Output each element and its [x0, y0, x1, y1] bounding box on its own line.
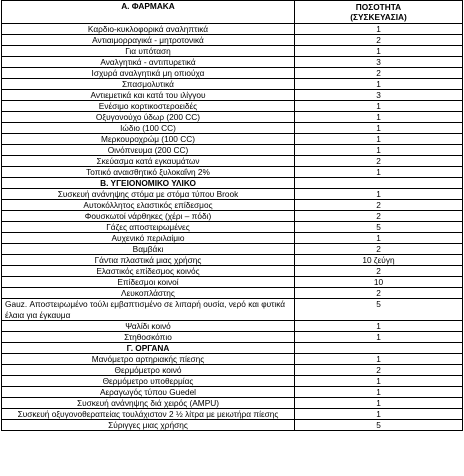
table-row [2, 387, 463, 398]
table-row [2, 101, 463, 112]
item-name: Ενέσιμο κορτικοστεροειδές [2, 101, 295, 112]
item-name: Για υπόταση [2, 46, 295, 57]
table-row [2, 222, 463, 233]
table-row [2, 112, 463, 123]
item-quantity: 1 [295, 79, 463, 90]
item-name: Αναλγητικά - αντιπυρετικά [2, 57, 295, 68]
item-name: Ψαλίδι κοινό [2, 321, 295, 332]
inventory-table [1, 0, 463, 431]
item-name: Οξυγονούχο ύδωρ (200 CC) [2, 112, 295, 123]
table-row [2, 332, 463, 343]
section-header-row [2, 178, 463, 189]
item-quantity: 1 [295, 387, 463, 398]
item-quantity: 1 [295, 189, 463, 200]
table-row [2, 189, 463, 200]
header-quantity-line1: ΠΟΣΟΤΗΤΑ [355, 2, 402, 12]
item-name: Gauz. Αποστειρωμένο τούλι εμβαπτισμένο σε λιπαρή ουσία, νερό και φυτικά έλαια για έγκαυμα [2, 299, 295, 321]
item-quantity: 1 [295, 112, 463, 123]
item-quantity: 2 [295, 266, 463, 277]
section-header-row [2, 343, 463, 354]
item-quantity: 1 [295, 145, 463, 156]
item-name: Αεραγωγός τύπου Guedel [2, 387, 295, 398]
item-quantity: 3 [295, 57, 463, 68]
table-row [2, 24, 463, 35]
table-row [2, 167, 463, 178]
item-quantity: 2 [295, 200, 463, 211]
item-name: Αυτοκόλλητος ελαστικός επίδεσμος [2, 200, 295, 211]
item-name: Αντιεμετικά και κατά του ιλίγγου [2, 90, 295, 101]
item-quantity: 1 [295, 46, 463, 57]
table-row [2, 420, 463, 431]
table-row [2, 266, 463, 277]
table-row [2, 376, 463, 387]
item-name: Γάντια πλαστικά μιας χρήσης [2, 255, 295, 266]
item-name: Γάζες αποστειρωμένες [2, 222, 295, 233]
table-row [2, 200, 463, 211]
item-quantity: 1 [295, 398, 463, 409]
section-quantity-empty [295, 343, 463, 354]
table-row [2, 255, 463, 266]
item-quantity: 1 [295, 376, 463, 387]
item-quantity: 5 [295, 420, 463, 431]
item-quantity: 2 [295, 68, 463, 79]
table-row [2, 233, 463, 244]
item-quantity: 2 [295, 211, 463, 222]
item-quantity: 1 [295, 332, 463, 343]
item-quantity: 1 [295, 321, 463, 332]
table-row [2, 145, 463, 156]
table-row [2, 277, 463, 288]
item-name: Σύριγγες μιας χρήσης [2, 420, 295, 431]
item-name: Λευκοπλάστης [2, 288, 295, 299]
item-name: Οινόπνευμα (200 CC) [2, 145, 295, 156]
table-row [2, 398, 463, 409]
table-row [2, 46, 463, 57]
item-name: Σκεύασμα κατά εγκαυμάτων [2, 156, 295, 167]
item-name: Ελαστικός επίδεσμος κοινός [2, 266, 295, 277]
header-medicines: Α. ΦΑΡΜΑΚΑ [2, 1, 295, 24]
table-row [2, 123, 463, 134]
item-quantity: 10 ζεύγη [295, 255, 463, 266]
table-body [2, 1, 463, 431]
table-row [2, 57, 463, 68]
table-row [2, 90, 463, 101]
item-name: Συσκευή ανάνηψης στόμα με στόμα τύπου Brook [2, 189, 295, 200]
table-row [2, 35, 463, 46]
header-quantity-line2: (ΣΥΣΚΕΥΑΣΙΑ) [350, 12, 407, 22]
item-name: Βαμβάκι [2, 244, 295, 255]
item-quantity: 2 [295, 35, 463, 46]
item-name: Θερμόμετρο υποθερμίας [2, 376, 295, 387]
item-quantity: 2 [295, 288, 463, 299]
item-name: Αυχενικό περιλαίμιο [2, 233, 295, 244]
item-quantity: 1 [295, 24, 463, 35]
table-row [2, 244, 463, 255]
item-name: Μανόμετρο αρτηριακής πίεσης [2, 354, 295, 365]
item-quantity: 2 [295, 156, 463, 167]
section-title: Γ. ΟΡΓΑΝΑ [2, 343, 295, 354]
table-row [2, 365, 463, 376]
table-row [2, 79, 463, 90]
item-quantity: 1 [295, 354, 463, 365]
item-quantity: 3 [295, 90, 463, 101]
item-name: Στηθοσκόπιο [2, 332, 295, 343]
table-row [2, 409, 463, 420]
table-row [2, 211, 463, 222]
item-name: Φουσκωτοί νάρθηκες (χέρι – πόδι) [2, 211, 295, 222]
item-quantity: 5 [295, 299, 463, 321]
item-name: Ισχυρά αναλγητικά μη οπιούχα [2, 68, 295, 79]
item-name: Σπασμολυτικά [2, 79, 295, 90]
table-row [2, 299, 463, 321]
item-name: Καρδιο-κυκλοφορικά αναληπτικά [2, 24, 295, 35]
header-row [2, 1, 463, 24]
table-row [2, 68, 463, 79]
table-row [2, 354, 463, 365]
item-name: Αντιαιμορραγικά - μητροτονικά [2, 35, 295, 46]
item-quantity: 10 [295, 277, 463, 288]
item-quantity: 1 [295, 134, 463, 145]
item-name: Ιώδιο (100 CC) [2, 123, 295, 134]
item-name: Συσκευή οξυγονοθεραπείας τουλάχιστον 2 ½ λίτρα με μειωτήρα πίεσης [2, 409, 295, 420]
item-quantity: 1 [295, 167, 463, 178]
item-quantity: 1 [295, 409, 463, 420]
table-row [2, 321, 463, 332]
table-row [2, 134, 463, 145]
item-quantity: 2 [295, 365, 463, 376]
item-quantity: 2 [295, 244, 463, 255]
item-quantity: 5 [295, 222, 463, 233]
item-quantity: 1 [295, 101, 463, 112]
item-name: Συσκευή ανάνηψης διά χειρός (AMPU) [2, 398, 295, 409]
item-quantity: 1 [295, 123, 463, 134]
section-title: Β. ΥΓΕΙΟΝΟΜΙΚΟ ΥΛΙΚΟ [2, 178, 295, 189]
item-name: Θερμόμετρο κοινό [2, 365, 295, 376]
section-quantity-empty [295, 178, 463, 189]
item-quantity: 1 [295, 233, 463, 244]
item-name: Επίδεσμοι κοινοί [2, 277, 295, 288]
table-row [2, 288, 463, 299]
item-name: Τοπικό αναισθητικό ξυλοκαΐνη 2% [2, 167, 295, 178]
header-quantity [295, 1, 463, 24]
table-row [2, 156, 463, 167]
item-name: Μερκουροχρώμ (100 CC) [2, 134, 295, 145]
